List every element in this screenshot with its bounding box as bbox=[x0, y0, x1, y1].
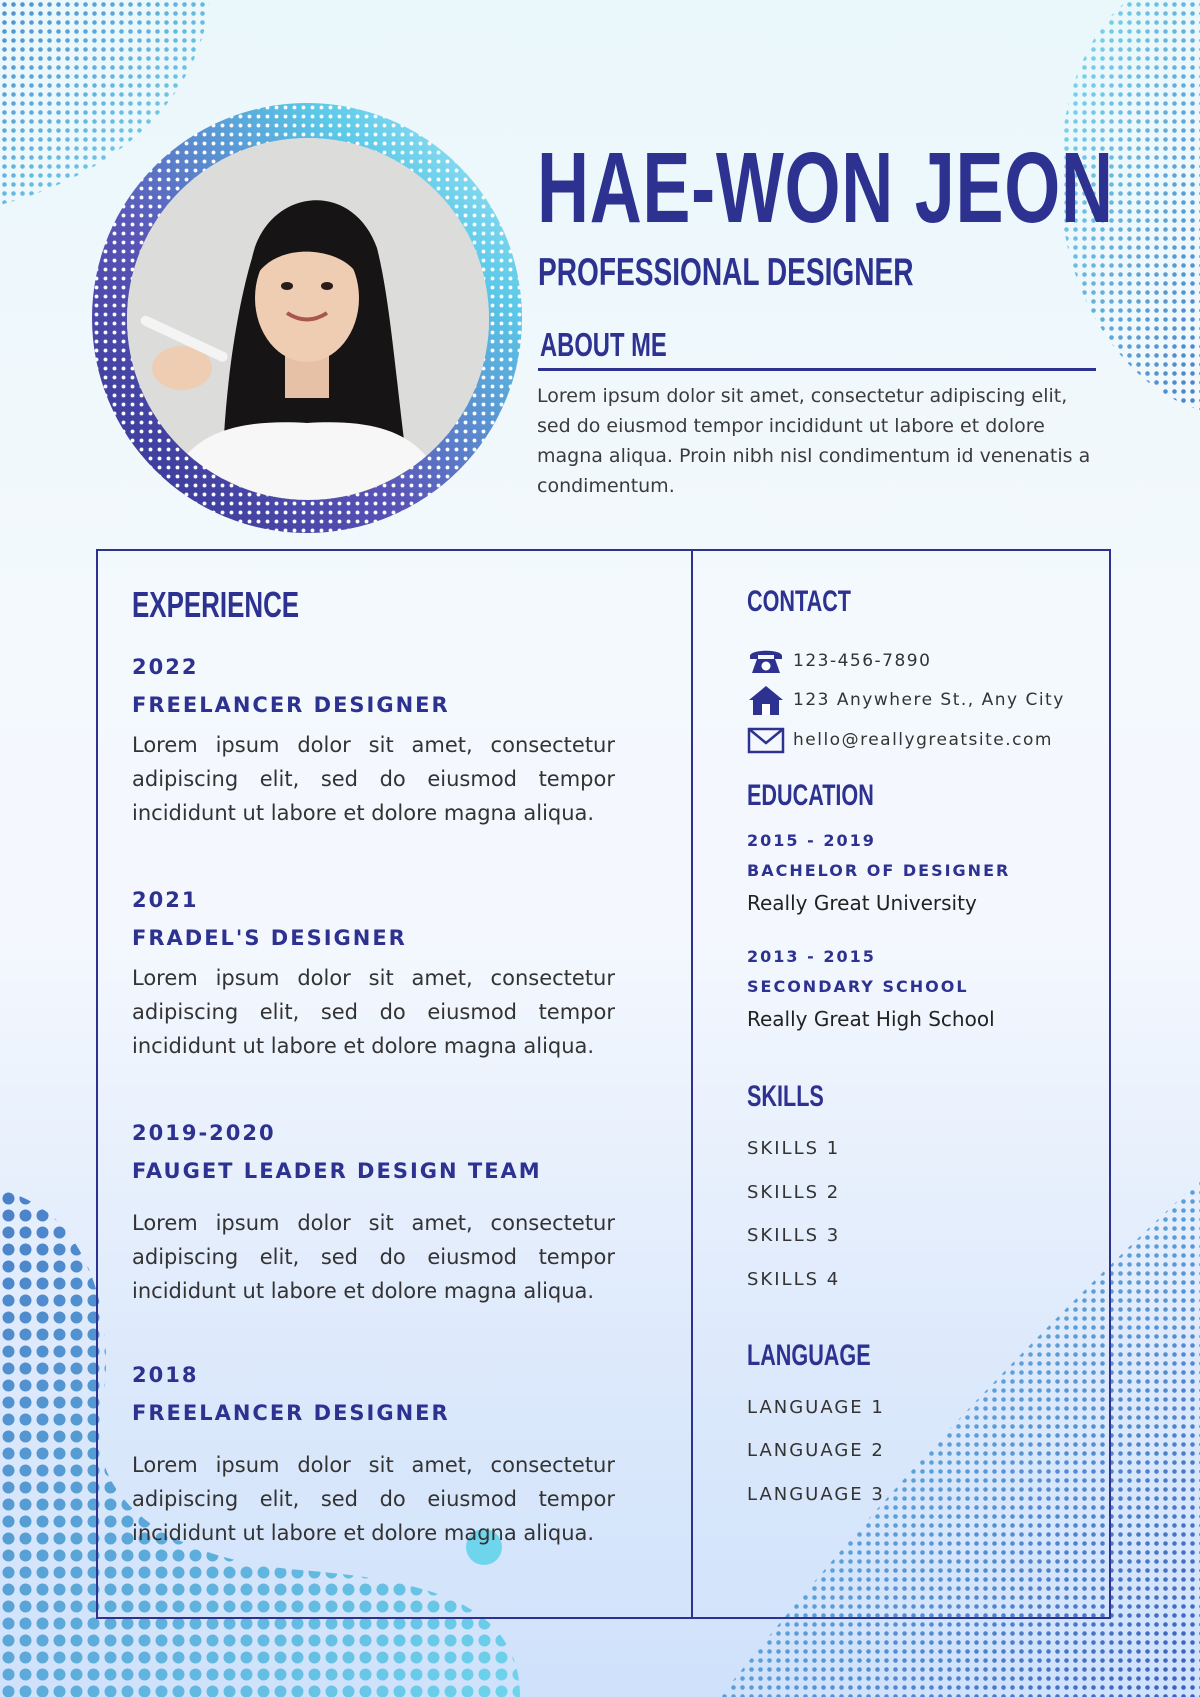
experience-description: Lorem ipsum dolor sit amet, consectetur adipiscing elit, sed do eiusmod tempor incididunt ut labore et dolore magna aliqua. bbox=[132, 733, 615, 825]
experience-title: FAUGET LEADER DESIGN TEAM bbox=[132, 1159, 542, 1183]
education-degree: BACHELOR OF DESIGNER bbox=[747, 861, 1011, 880]
address: 123 Anywhere St., Any City bbox=[793, 690, 1065, 710]
experience-heading: EXPERIENCE bbox=[132, 584, 300, 625]
experience-year: 2021 bbox=[132, 888, 199, 912]
experience-description: Lorem ipsum dolor sit amet, consectetur adipiscing elit, sed do eiusmod tempor incididunt ut labore et dolore magna aliqua. bbox=[132, 966, 615, 1058]
experience-item bbox=[132, 654, 615, 830]
skill-item: SKILLS 1 bbox=[747, 1138, 841, 1159]
email-address: hello@reallygreatsite.com bbox=[793, 730, 1053, 750]
experience-title: FRADEL'S DESIGNER bbox=[132, 926, 407, 950]
experience-year: 2022 bbox=[132, 655, 199, 679]
mail-icon bbox=[747, 725, 785, 755]
language-item: LANGUAGE 1 bbox=[747, 1397, 885, 1418]
experience-item bbox=[132, 1362, 615, 1550]
language-item: LANGUAGE 2 bbox=[747, 1440, 885, 1461]
language-item: LANGUAGE 3 bbox=[747, 1484, 885, 1505]
experience-title: FREELANCER DESIGNER bbox=[132, 1401, 450, 1425]
about-heading: ABOUT ME bbox=[540, 326, 667, 363]
education-heading: EDUCATION bbox=[747, 779, 874, 812]
education-degree: SECONDARY SCHOOL bbox=[747, 977, 969, 996]
candidate-name: HAE-WON JEON bbox=[537, 132, 1114, 244]
experience-year: 2019-2020 bbox=[132, 1121, 276, 1145]
education-school: Really Great High School bbox=[747, 1007, 995, 1031]
experience-item bbox=[132, 887, 615, 1063]
phone-icon bbox=[747, 646, 785, 676]
skill-item: SKILLS 4 bbox=[747, 1269, 841, 1290]
education-range: 2015 - 2019 bbox=[747, 831, 876, 850]
experience-title: FREELANCER DESIGNER bbox=[132, 693, 450, 717]
profile-photo bbox=[127, 138, 489, 500]
skill-item: SKILLS 2 bbox=[747, 1182, 841, 1203]
panel-border-top bbox=[96, 549, 1111, 551]
home-icon bbox=[747, 685, 785, 715]
portrait-illustration bbox=[127, 138, 489, 500]
phone-number: 123-456-7890 bbox=[793, 651, 932, 671]
about-divider bbox=[538, 368, 1096, 371]
education-school: Really Great University bbox=[747, 891, 977, 915]
language-heading: LANGUAGE bbox=[747, 1339, 871, 1372]
education-range: 2013 - 2015 bbox=[747, 947, 876, 966]
experience-item bbox=[132, 1120, 615, 1308]
contact-heading: CONTACT bbox=[747, 585, 851, 618]
experience-year: 2018 bbox=[132, 1363, 199, 1387]
experience-description: Lorem ipsum dolor sit amet, consectetur adipiscing elit, sed do eiusmod tempor incididunt ut labore et dolore magna aliqua. bbox=[132, 1453, 615, 1545]
panel-border-left bbox=[96, 549, 98, 1619]
skills-heading: SKILLS bbox=[747, 1080, 824, 1113]
column-divider bbox=[691, 549, 693, 1619]
about-text: Lorem ipsum dolor sit amet, consectetur adipiscing elit, sed do eiusmod tempor incididunt ut labore et dolore magna aliqua. Proin nibh nisl condimentum id venenatis a condimentum. bbox=[537, 385, 1091, 497]
job-role: PROFESSIONAL DESIGNER bbox=[538, 251, 914, 294]
skill-item: SKILLS 3 bbox=[747, 1225, 841, 1246]
experience-description: Lorem ipsum dolor sit amet, consectetur adipiscing elit, sed do eiusmod tempor incididunt ut labore et dolore magna aliqua. bbox=[132, 1211, 615, 1303]
contact-email bbox=[747, 724, 1053, 756]
panel-border-right bbox=[1109, 549, 1111, 1619]
panel-border-bottom bbox=[96, 1617, 1111, 1619]
contact-address bbox=[747, 684, 1065, 716]
contact-phone bbox=[747, 645, 931, 677]
